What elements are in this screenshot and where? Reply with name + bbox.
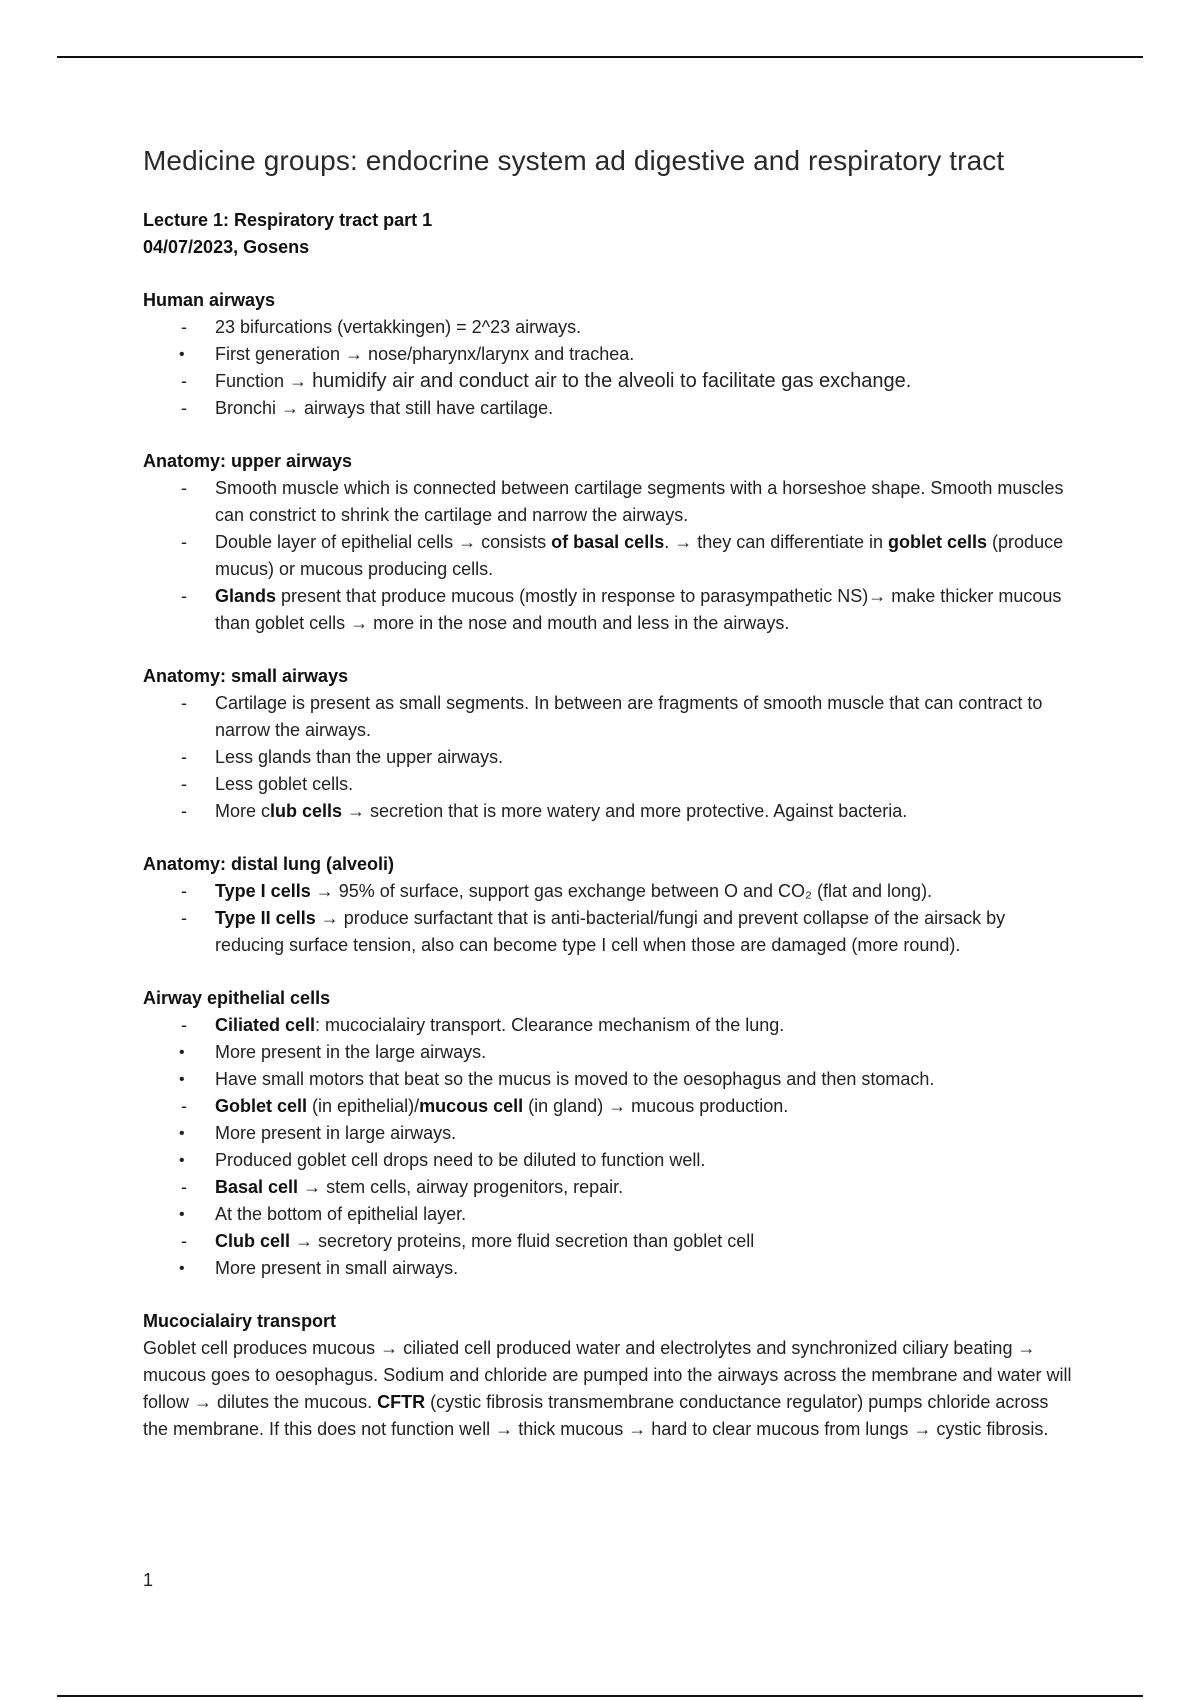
list-item-text: Bronchi → airways that still have cartilage. bbox=[215, 398, 554, 418]
bold-term: Type I cells bbox=[215, 881, 311, 901]
footer-rule bbox=[57, 1695, 1143, 1697]
list-item bbox=[143, 368, 1073, 395]
list-item bbox=[143, 1066, 1073, 1093]
list-item bbox=[143, 744, 1073, 771]
list-item bbox=[143, 878, 1073, 905]
list-item bbox=[143, 1228, 1073, 1282]
list-item-text: Cartilage is present as small segments. In between are fragments of smooth muscle that can contract to narrow the airways. bbox=[215, 693, 1043, 740]
bold-term: Goblet cell bbox=[215, 1096, 308, 1116]
header-rule bbox=[57, 56, 1143, 58]
paragraph-text: (cystic fibrosis transmembrane conductance regulator) pumps chloride across the membrane. If this does not function well → thick mucous → hard to clear mucous from lungs → cystic fibrosis. bbox=[143, 1392, 1049, 1439]
list-item bbox=[143, 583, 1073, 637]
list-item-text: Function → bbox=[215, 371, 308, 391]
bold-term: goblet cells bbox=[888, 532, 988, 552]
bullet-list bbox=[143, 1201, 1073, 1228]
list-item bbox=[143, 529, 1073, 583]
list-item-text: → 95% of surface, support gas exchange between O and CO₂ (flat and long). bbox=[310, 881, 933, 901]
list-item-text: Produced goblet cell drops need to be diluted to function well. bbox=[215, 1150, 706, 1170]
dash-list bbox=[143, 314, 1073, 422]
list-item-text: . → they can differentiate in bbox=[664, 532, 889, 552]
section-upper-airways bbox=[143, 448, 1073, 637]
list-item bbox=[143, 1012, 1073, 1093]
list-item bbox=[143, 1255, 1073, 1282]
bullet-list bbox=[143, 1255, 1073, 1282]
list-item-text: 23 bifurcations (vertakkingen) = 2^23 airways. bbox=[215, 317, 582, 337]
lecture-date: 04/07/2023, Gosens bbox=[143, 237, 310, 257]
bold-term: Club cell bbox=[215, 1231, 291, 1251]
section-human-airways bbox=[143, 287, 1073, 422]
list-item bbox=[143, 1201, 1073, 1228]
page-number: 1 bbox=[143, 1570, 154, 1590]
list-item-text: At the bottom of epithelial layer. bbox=[215, 1204, 467, 1224]
list-item bbox=[143, 1174, 1073, 1228]
list-item bbox=[143, 1039, 1073, 1066]
list-item-text: Less glands than the upper airways. bbox=[215, 747, 504, 767]
section-heading: Anatomy: upper airways bbox=[143, 451, 353, 471]
bold-term: Ciliated cell bbox=[215, 1015, 316, 1035]
list-item-text: Less goblet cells. bbox=[215, 774, 354, 794]
list-item-text: More c bbox=[215, 801, 271, 821]
section-heading: Airway epithelial cells bbox=[143, 988, 331, 1008]
bold-term: Basal cell bbox=[215, 1177, 299, 1197]
bullet-list bbox=[143, 1039, 1073, 1093]
list-item-text: → secretory proteins, more fluid secretion than goblet cell bbox=[290, 1231, 755, 1251]
bold-term: mucous cell bbox=[419, 1096, 524, 1116]
section-distal-lung bbox=[143, 851, 1073, 959]
document-title: Medicine groups: endocrine system ad digestive and respiratory tract bbox=[143, 145, 1005, 176]
paragraph-text: Goblet cell produces mucous → ciliated cell produced water and electrolytes and synchronized ciliary beating → mucous goes to oesophagus. Sodium and chloride are pumped into the airways across the membrane and water will follow → dilutes the mucous. bbox=[143, 1338, 1072, 1412]
list-item-text: Smooth muscle which is connected between cartilage segments with a horseshoe shape. Smooth muscles can constrict to shrink the cartilage and narrow the airways. bbox=[215, 478, 1064, 525]
list-item bbox=[143, 1120, 1073, 1147]
list-item-text: More present in small airways. bbox=[215, 1258, 459, 1278]
list-item bbox=[143, 314, 1073, 368]
list-item-text: → produce surfactant that is anti-bacterial/fungi and prevent collapse of the airsack by reducing surface tension, also can become type I cell when those are damaged (more round). bbox=[215, 908, 1006, 955]
dash-list bbox=[143, 1012, 1073, 1282]
list-item bbox=[143, 905, 1073, 959]
section-heading: Human airways bbox=[143, 290, 276, 310]
list-item-text: (produce mucus) or mucous producing cells. bbox=[215, 532, 1064, 579]
list-item-text: (in epithelial)/ bbox=[307, 1096, 420, 1116]
bullet-list bbox=[143, 341, 1073, 368]
section-epithelial-cells bbox=[143, 985, 1073, 1282]
list-item bbox=[143, 1093, 1073, 1174]
section-heading: Anatomy: distal lung (alveoli) bbox=[143, 854, 395, 874]
section-mucocialairy-transport bbox=[143, 1308, 1073, 1443]
list-item-text: humidify air and conduct air to the alveoli to facilitate gas exchange. bbox=[312, 370, 912, 392]
list-item bbox=[143, 798, 1073, 825]
list-item bbox=[143, 341, 1073, 368]
document-page bbox=[143, 145, 1073, 1443]
paragraph bbox=[143, 1335, 1073, 1443]
list-item-text: Have small motors that beat so the mucus is moved to the oesophagus and then stomach. bbox=[215, 1069, 935, 1089]
dash-list bbox=[143, 690, 1073, 825]
list-item bbox=[143, 690, 1073, 744]
list-item bbox=[143, 771, 1073, 798]
list-item-text: → secretion that is more watery and more protective. Against bacteria. bbox=[342, 801, 908, 821]
bold-term: Glands bbox=[215, 586, 277, 606]
bullet-list bbox=[143, 1120, 1073, 1174]
bold-term: lub cells bbox=[270, 801, 343, 821]
bold-term: CFTR bbox=[377, 1392, 426, 1412]
list-item-text: First generation → nose/pharynx/larynx and trachea. bbox=[215, 344, 635, 364]
list-item-text: Double layer of epithelial cells → consists bbox=[215, 532, 552, 552]
section-small-airways bbox=[143, 663, 1073, 825]
list-item-text: More present in large airways. bbox=[215, 1123, 457, 1143]
bold-term: of basal cells bbox=[551, 532, 665, 552]
lecture-title: Lecture 1: Respiratory tract part 1 bbox=[143, 210, 433, 230]
list-item bbox=[143, 475, 1073, 529]
list-item-text: : mucocialairy transport. Clearance mechanism of the lung. bbox=[315, 1015, 785, 1035]
list-item-text: (in gland) → mucous production. bbox=[523, 1096, 789, 1116]
list-item-text: → stem cells, airway progenitors, repair. bbox=[298, 1177, 624, 1197]
bold-term: Type II cells bbox=[215, 908, 316, 928]
lecture-info bbox=[143, 207, 1073, 261]
section-heading: Mucocialairy transport bbox=[143, 1311, 337, 1331]
list-item bbox=[143, 1147, 1073, 1174]
section-heading: Anatomy: small airways bbox=[143, 666, 349, 686]
list-item-text: More present in the large airways. bbox=[215, 1042, 487, 1062]
dash-list bbox=[143, 475, 1073, 637]
list-item bbox=[143, 395, 1073, 422]
list-item-text: present that produce mucous (mostly in response to parasympathetic NS)→ make thicker mucous than goblet cells → more in the nose and mouth and less in the airways. bbox=[215, 586, 1062, 633]
dash-list bbox=[143, 878, 1073, 959]
